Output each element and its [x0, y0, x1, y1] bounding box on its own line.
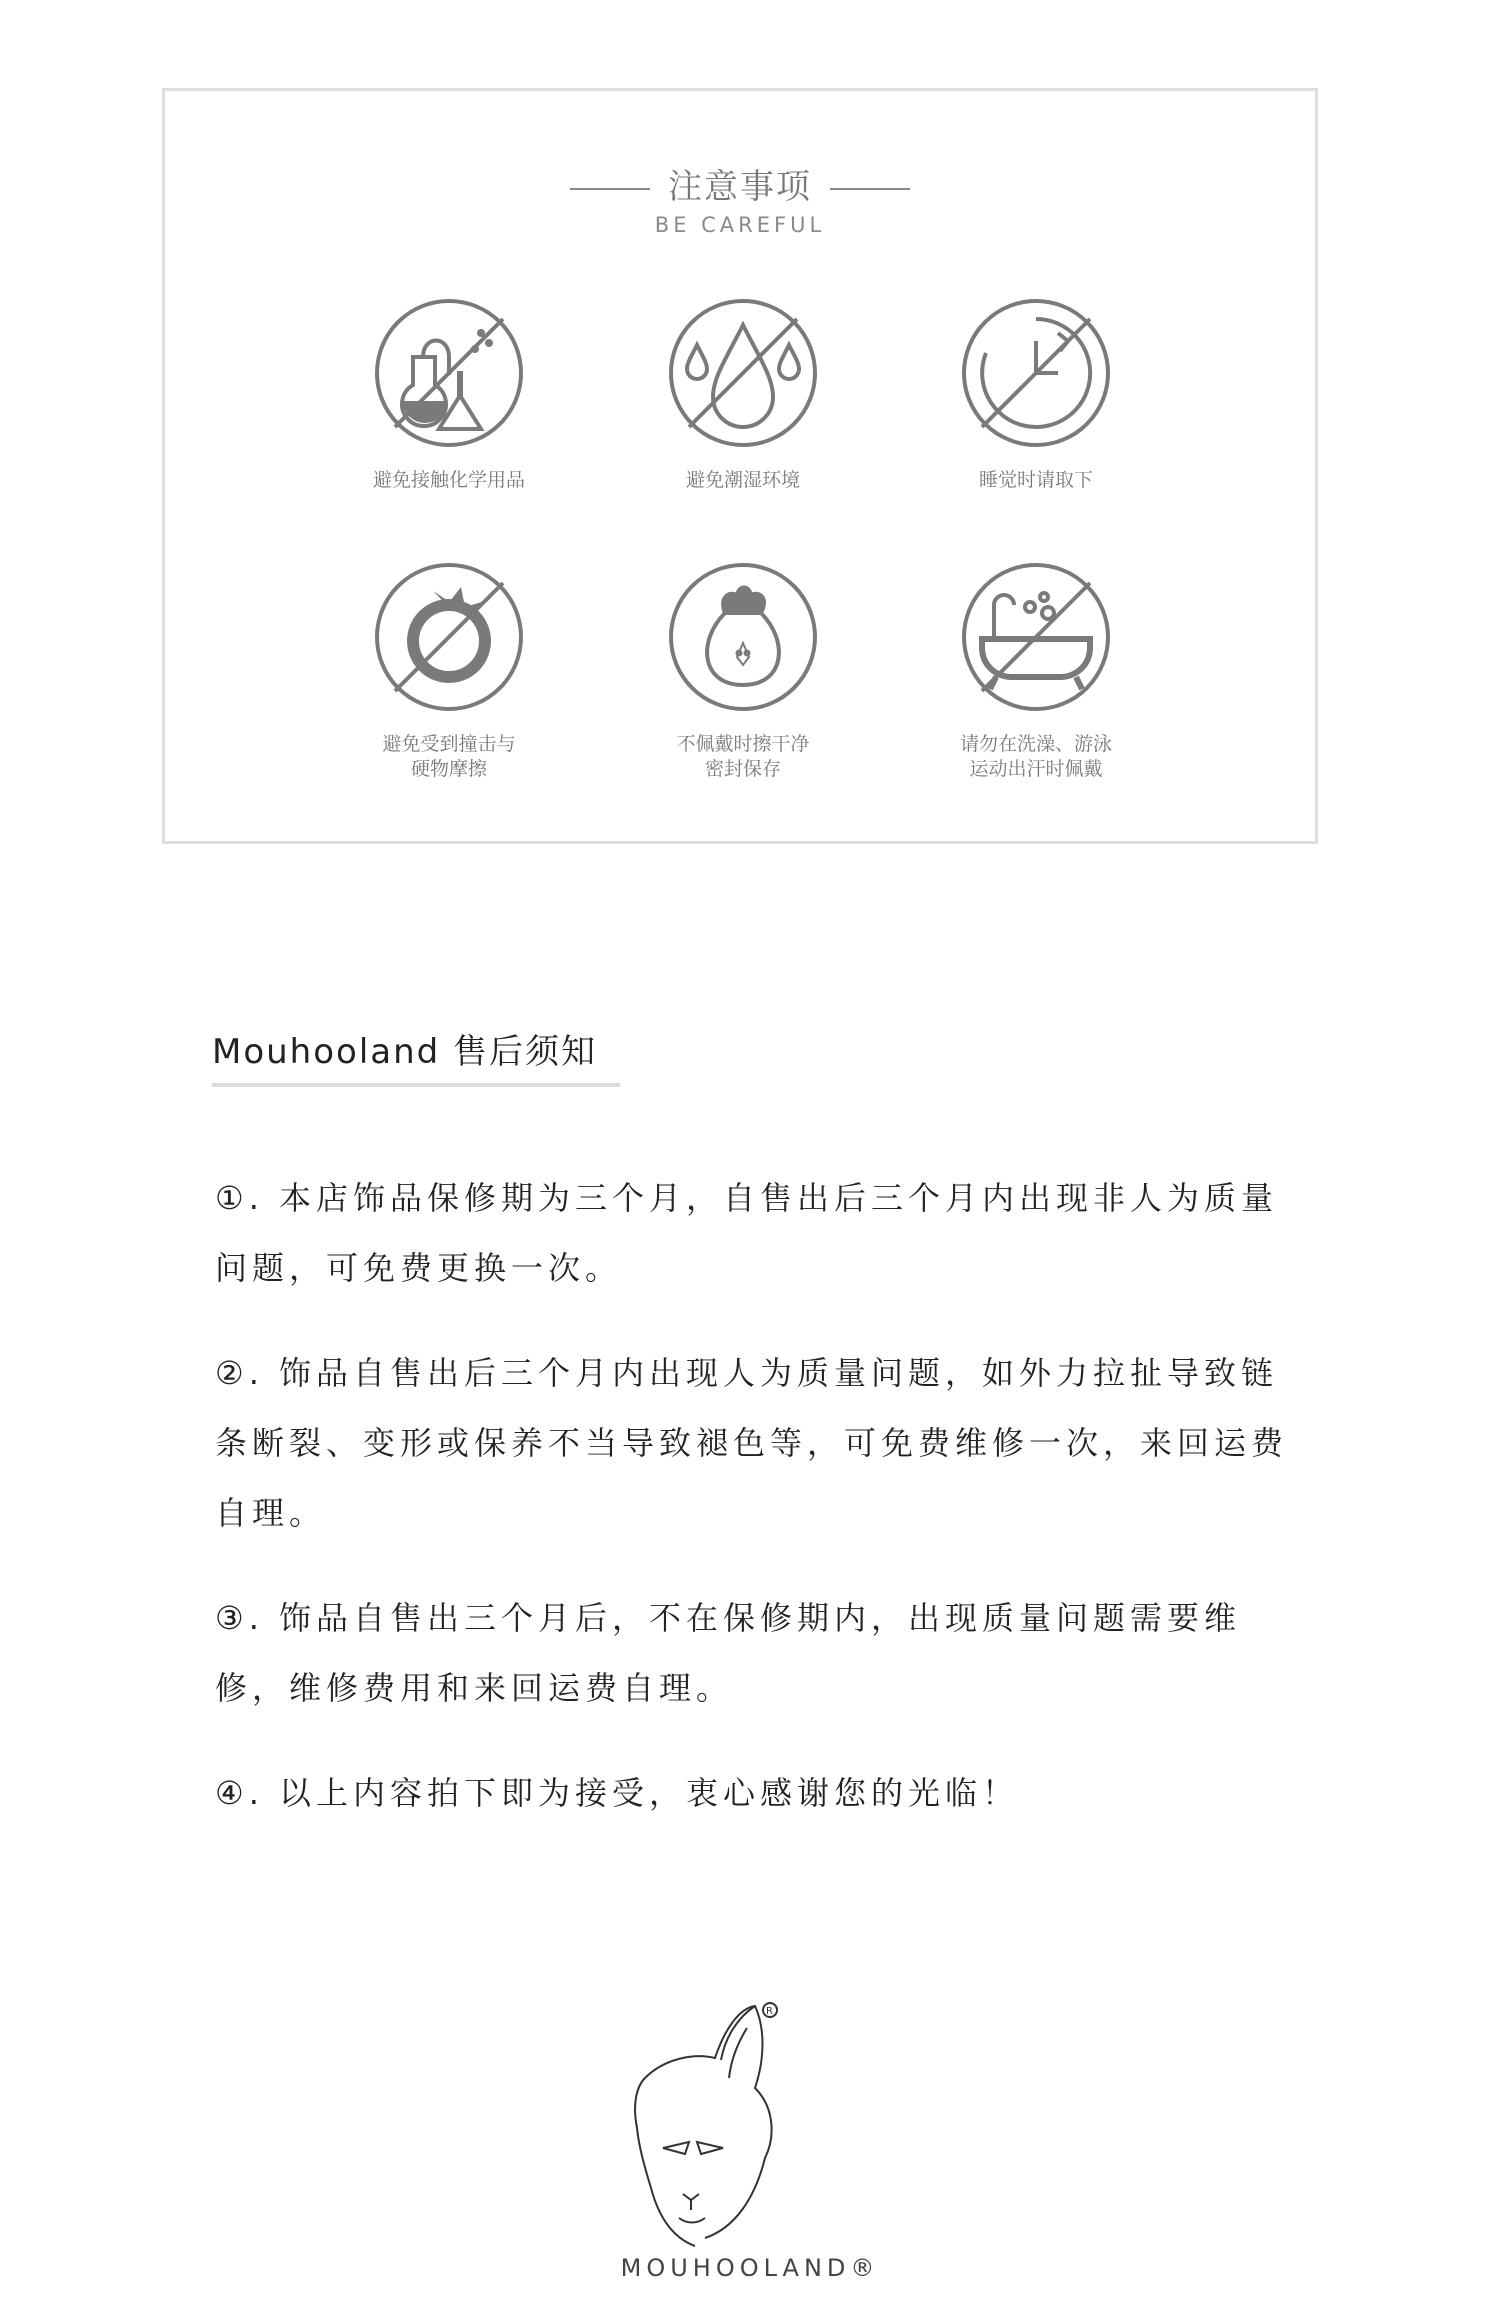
care-label-line: 请勿在洗澡、游泳 — [959, 733, 1112, 755]
care-label-line: 运动出汗时佩戴 — [969, 758, 1103, 780]
brand-name: MOUHOOLAND® — [620, 2254, 880, 2282]
svg-text:R: R — [766, 2006, 773, 2017]
impact-icon — [373, 561, 525, 713]
chemical-flask-icon — [373, 297, 525, 449]
care-label-line: 不佩戴时擦干净 — [676, 733, 810, 755]
policy-paragraph-4: ④. 以上内容拍下即为接受，衷心感谢您的光临！ — [215, 1774, 1020, 1812]
after-sales-heading: Mouhooland 售后须知 — [212, 1032, 598, 1072]
care-label-line: 睡觉时请取下 — [978, 469, 1093, 491]
heading-underline — [212, 1083, 620, 1087]
care-subtitle: BE CAREFUL — [654, 213, 826, 237]
title-rule-right — [830, 188, 910, 190]
water-drops-icon — [667, 297, 819, 449]
care-label — [299, 468, 599, 493]
care-label-line: 密封保存 — [704, 758, 781, 780]
policy-paragraph-3: ③. 饰品自售出三个月后，不在保修期内，出现质量问题需要维修，维修费用和来回运费自理。 — [215, 1599, 1242, 1707]
care-label — [299, 732, 599, 782]
care-title — [165, 159, 1315, 208]
title-rule-left — [570, 188, 650, 190]
care-label-line: 避免受到撞击与 — [382, 733, 516, 755]
storage-pouch-icon — [667, 561, 819, 713]
care-label-line: 避免潮湿环境 — [685, 469, 800, 491]
bathtub-icon — [960, 561, 1112, 713]
policy-paragraph-2: ②. 饰品自售出后三个月内出现人为质量问题，如外力拉扯导致链条断裂、变形或保养不当导致褪色等，可免费维修一次，来回运费自理。 — [215, 1354, 1289, 1532]
care-notice-panel — [162, 88, 1318, 844]
care-label — [593, 468, 893, 493]
care-label — [593, 732, 893, 782]
care-label-line: 避免接触化学用品 — [372, 469, 525, 491]
sphynx-cat-logo — [625, 1998, 875, 2298]
policy-paragraph-1: ①. 本店饰品保修期为三个月，自售出后三个月内出现非人为质量问题，可免费更换一次。 — [215, 1179, 1279, 1287]
clock-icon — [960, 297, 1112, 449]
care-title-text: 注意事项 — [668, 167, 812, 207]
care-label-line: 硬物摩擦 — [410, 758, 487, 780]
care-label — [886, 468, 1186, 493]
care-label — [886, 732, 1186, 782]
